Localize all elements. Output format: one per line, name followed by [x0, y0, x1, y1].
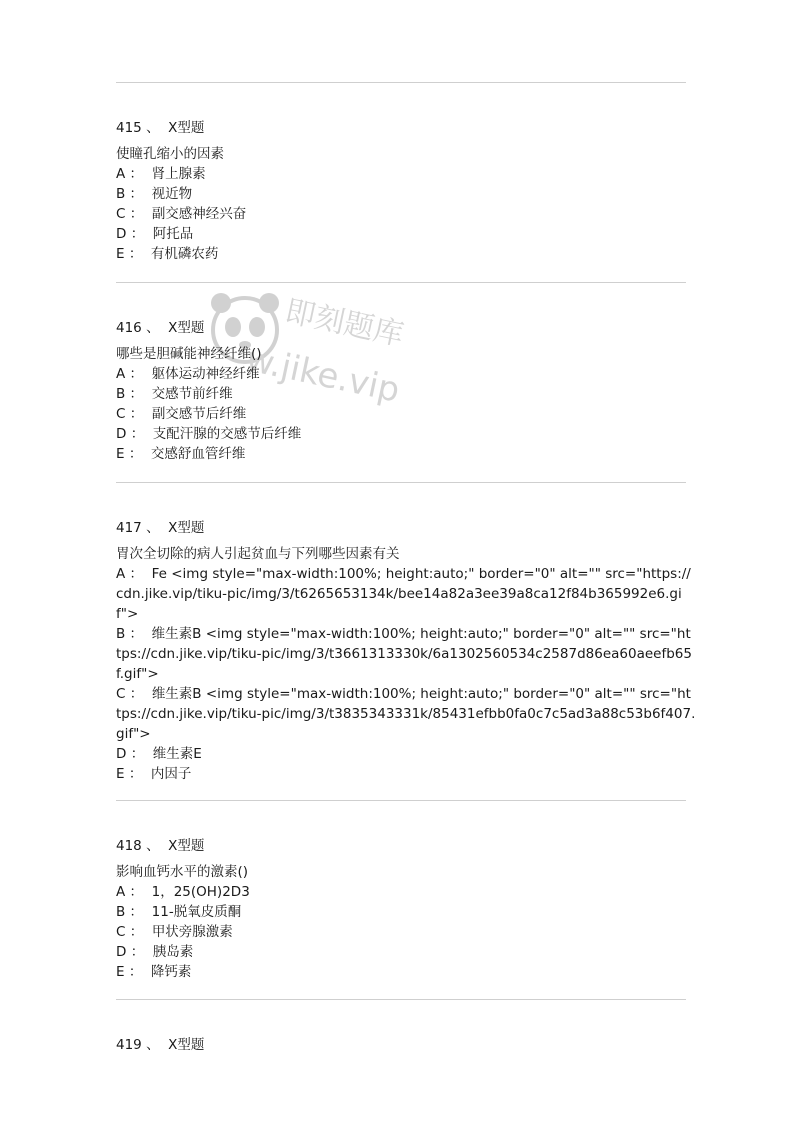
option-text: 支配汗腺的交感节后纤维: [152, 426, 302, 442]
question-type: X型题: [168, 520, 205, 536]
question-separator: 、: [146, 320, 160, 336]
option-text: 内因子: [150, 766, 192, 782]
question-416: [116, 318, 696, 464]
question-stem: 胃次全切除的病人引起贫血与下列哪些因素有关: [116, 546, 400, 562]
option-key: D: [116, 746, 127, 762]
divider: [116, 282, 686, 283]
watermark-brand: 即刻题库: [281, 293, 407, 354]
question-header: [116, 118, 696, 138]
option-text: 降钙素: [150, 964, 192, 980]
option-key: E: [116, 766, 125, 782]
question-418: [116, 836, 696, 982]
option-c: C ： 副交感神经兴奋: [116, 206, 247, 222]
question-type: X型题: [168, 120, 205, 136]
option-key: B: [116, 904, 126, 920]
divider: [116, 999, 686, 1000]
divider: [116, 482, 686, 483]
option-key: C: [116, 206, 126, 222]
option-text: 阿托品: [152, 226, 194, 242]
option-d: D ： 支配汗腺的交感节后纤维: [116, 426, 302, 442]
option-key: E: [116, 964, 125, 980]
option-text: 胰岛素: [152, 944, 194, 960]
question-stem: 哪些是胆碱能神经纤维(): [116, 346, 262, 362]
option-text: 维生素B <img style="max-width:100%; height:auto;" border="0" alt="" src="https://cdn.jike.vip/tiku-pic/img/3/t3835343331k/85431efbb0fa0c7c5ad3a88c53b6f407.gif">: [116, 686, 696, 742]
option-c: C ： 副交感节后纤维: [116, 406, 247, 422]
question-number: 418: [116, 838, 142, 854]
question-number: 415: [116, 120, 142, 136]
option-text: 有机磷农药: [150, 246, 219, 262]
question-separator: 、: [146, 120, 160, 136]
option-text: 视近物: [151, 186, 193, 202]
option-key: C: [116, 686, 126, 702]
option-b: B ： 11-脱氧皮质酮: [116, 904, 242, 920]
option-key: A: [116, 366, 126, 382]
question-number: 419: [116, 1037, 142, 1053]
option-key: E: [116, 446, 125, 462]
question-415: [116, 118, 696, 264]
divider: [116, 82, 686, 83]
option-key: C: [116, 406, 126, 422]
option-text: Fe <img style="max-width:100%; height:auto;" border="0" alt="" src="https://cdn.jike.vip/tiku-pic/img/3/t6265653134k/bee14a82a3ee39a8ca12f84b365992e6.gif">: [116, 566, 691, 622]
option-key: E: [116, 246, 125, 262]
option-key: A: [116, 884, 126, 900]
option-b: B ： 维生素B <img style="max-width:100%; height:auto;" border="0" alt="" src="https://cdn.jike.vip/tiku-pic/img/3/t3661313330k/6a1302560534c2587d86ea60aeefb65f.gif">: [116, 626, 692, 682]
option-text: 1，25(OH)2D3: [151, 884, 250, 900]
question-separator: 、: [146, 838, 160, 854]
option-e: E ： 交感舒血管纤维: [116, 446, 246, 462]
option-text: 维生素B <img style="max-width:100%; height:auto;" border="0" alt="" src="https://cdn.jike.vip/tiku-pic/img/3/t3661313330k/6a1302560534c2587d86ea60aeefb65f.gif">: [116, 626, 692, 682]
question-header: [116, 318, 696, 338]
question-header: [116, 1035, 696, 1055]
question-number: 417: [116, 520, 142, 536]
option-key: D: [116, 944, 127, 960]
option-key: B: [116, 386, 126, 402]
option-d: D ： 维生素E: [116, 746, 202, 762]
option-key: B: [116, 626, 126, 642]
option-e: E ： 内因子: [116, 766, 192, 782]
option-key: D: [116, 226, 127, 242]
watermark-url: w.jike.vip: [242, 339, 404, 411]
option-key: D: [116, 426, 127, 442]
option-a: A ： Fe <img style="max-width:100%; height:auto;" border="0" alt="" src="https://cdn.jike.vip/tiku-pic/img/3/t6265653134k/bee14a82a3ee39a8ca12f84b365992e6.gif">: [116, 566, 691, 622]
question-stem: 影响血钙水平的激素(): [116, 864, 249, 880]
option-text: 躯体运动神经纤维: [151, 366, 260, 382]
option-e: E ： 有机磷农药: [116, 246, 219, 262]
option-e: E ： 降钙素: [116, 964, 192, 980]
option-key: A: [116, 166, 126, 182]
question-header: [116, 836, 696, 856]
option-d: D ： 胰岛素: [116, 944, 194, 960]
option-c: C ： 维生素B <img style="max-width:100%; height:auto;" border="0" alt="" src="https://cdn.jike.vip/tiku-pic/img/3/t3835343331k/85431efbb0fa0c7c5ad3a88c53b6f407.gif">: [116, 686, 696, 742]
option-text: 副交感神经兴奋: [151, 206, 247, 222]
option-text: 肾上腺素: [151, 166, 206, 182]
question-header: [116, 518, 696, 538]
divider: [116, 800, 686, 801]
option-d: D ： 阿托品: [116, 226, 194, 242]
option-text: 副交感节后纤维: [151, 406, 247, 422]
option-key: B: [116, 186, 126, 202]
option-key: A: [116, 566, 126, 582]
option-c: C ： 甲状旁腺激素: [116, 924, 233, 940]
question-419: [116, 1035, 696, 1061]
option-a: A ： 1，25(OH)2D3: [116, 884, 250, 900]
option-text: 交感舒血管纤维: [150, 446, 246, 462]
question-separator: 、: [146, 1037, 160, 1053]
option-text: 甲状旁腺激素: [151, 924, 233, 940]
question-separator: 、: [146, 520, 160, 536]
question-type: X型题: [168, 1037, 205, 1053]
option-text: 维生素E: [152, 746, 202, 762]
option-a: A ： 肾上腺素: [116, 166, 206, 182]
option-b: B ： 交感节前纤维: [116, 386, 233, 402]
option-a: A ： 躯体运动神经纤维: [116, 366, 260, 382]
option-text: 交感节前纤维: [151, 386, 233, 402]
question-417: [116, 518, 696, 784]
question-stem: 使瞳孔缩小的因素: [116, 146, 224, 162]
question-type: X型题: [168, 320, 205, 336]
question-number: 416: [116, 320, 142, 336]
option-b: B ： 视近物: [116, 186, 193, 202]
option-key: C: [116, 924, 126, 940]
question-type: X型题: [168, 838, 205, 854]
option-text: 11-脱氧皮质酮: [151, 904, 242, 920]
